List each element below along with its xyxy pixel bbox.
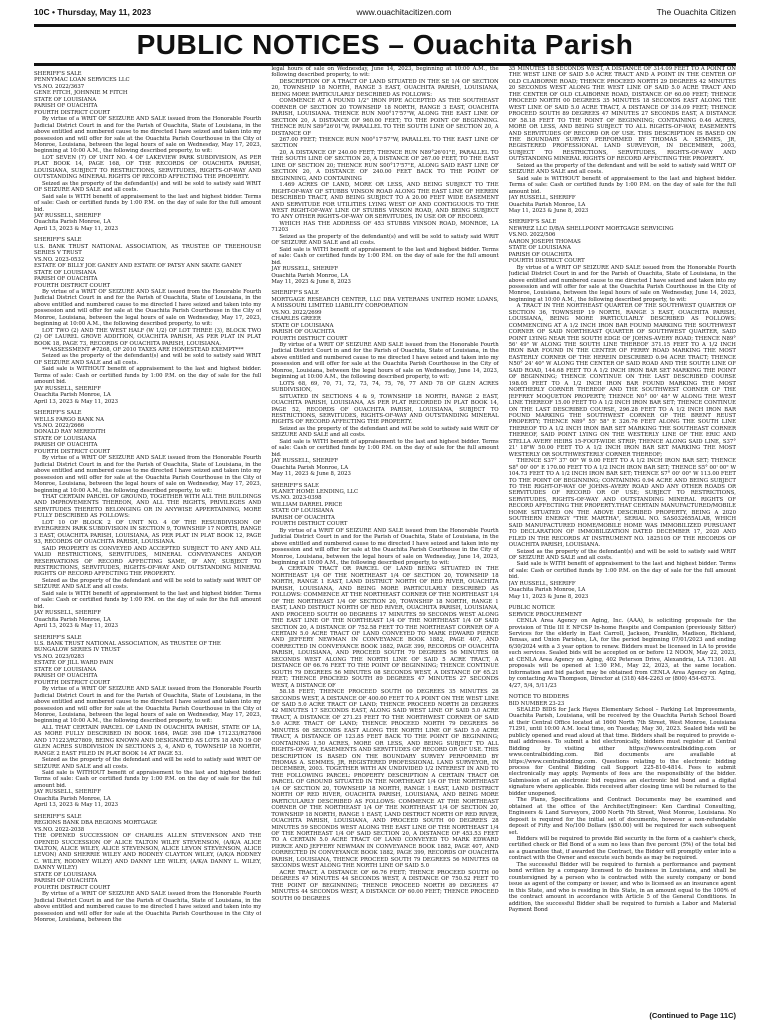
notice-paragraph: Seized as the property of the defendant and will be sold to satisfy said WRIT OF SEIZURE AND SALE and all costs. xyxy=(271,425,499,439)
notice-paragraph: JAY RUSSELL, SHERIFF xyxy=(508,195,576,202)
notice-paragraph: FOURTH DISTRICT COURT xyxy=(271,521,348,528)
notice-paragraph: ACRE TRACT, A DISTANCE OF 66.76 FEET; THENCE PROCEED SOUTH 00 DEGREES 47 MINUTES 44 SECONDS WEST, A DISTANCE OF 750.52 FEET TO THE POINT OF BEGINNING; THENCE PROCEED NORTH 89 DEGREES 47 MINUTES 44 SECONDS WEST, A DISTANCE OF 60.00 FEET; THENCE PROCEED SOUTH 00 DEGREES xyxy=(271,869,499,902)
notice-paragraph: 20, A DISTANCE OF 240.00 FEET; THENCE RUN N89°26'01"E, PARALLEL TO THE SOUTH LINE OF SECTION 20, A DISTANCE OF 267.00 FEET, TO THE EAST LINE OF SECTION 20; THENCE RUN S00°17'57"E, ALONG SAID EAST LINE OF SECTION 20, A DISTANCE OF 240.00 FEET BACK TO THE POINT OF BEGINNING, AND CONTAINING xyxy=(271,149,499,182)
notice-paragraph: A CERTAIN TRACT OR PARCEL OF LAND BEING SITUATED IN THE NORTHEAST 1/4 OF THE NORTHEAST 1/4 OF SECTION 20, TOWNSHIP 18 NORTH, RANGE 1 EAST, LAND DISTRICT NORTH OF RED RIVER, OUACHITA PARISH, LOUISIANA, AND BEING MORE PARTICULARLY DESCRIBED AS FOLLOWS: COMMENCE AT THE NORTHEAST CORNER OF THE NORTHEAST 1/4 OF THE NORTHEAST 1/4 OF SECTION 20, TOWNSHIP 18 NORTH, RANGE 1 EAST, LAND DISTRICT NORTH OF RED RIVER, OUACHITA PARISH, LOUISIANA, AND PROCEED SOUTH 00 DEGREES 17 MINUTES 59 SECONDS WEST ALONG THE EAST LINE OF THE NORTHEAST 1/4 OF THE NORTHEAST 1/4 OF SAID SECTION 20, A DISTANCE OF 752.58 FEET TO THE NORTHEAST CORNER OF A CERTAIN 5.0 ACRE TRACT OF LAND CONVEYED TO MARK EDWARD PIERCE AND JEFFERY NEWMAN IN CONVEYANCE BOOK 1882, PAGE 407, AND CORRECTED IN CONVEYANCE BOOK 1882, PAGE 399, RECORDS OF OUACHITA PARISH, LOUISIANA, AND PROCEED SOUTH 79 DEGREES 56 MINUTES 08 SECONDS WEST ALONG THE NORTH LINE OF SAID 5 ACRE TRACT, A DISTANCE OF 66.76 FEET TO THE POINT OF BEGINNING; THENCE CONTINUE SOUTH 79 DEGREES 56 MINUTES 08 SECONDS WEST, A DISTANCE OF 65.21 FEET; THENCE PROCEED SOUTH 89 DEGREES 47 MINUTES 27 SECONDS WEST, A DISTANCE OF xyxy=(271,566,499,689)
notice-paragraph: SHERIFF'S SALE xyxy=(34,634,82,641)
notice-paragraph: Ouachita Parish Monroe, LA xyxy=(271,272,349,279)
notice-paragraph: SHERIFF'S SALE xyxy=(508,219,557,226)
notice-paragraph: Seized as the property of the defendant(s) and will be sold to satisfy said WRIT OF SEIZURE AND SALE and all costs. xyxy=(271,233,499,247)
notice-paragraph: BUNGALOW SERIES IV TRUST xyxy=(34,647,121,654)
notice-paragraph: SITUATED IN SECTIONS 4 & 9, TOWNSHIP 18 NORTH, RANGE 2 EAST, OUACHITA PARISH, LOUISIANA, AS PER PLAT RECORDED IN PLAT BOOK 14, PAGE 52, RECORDS OF OUACHITA PARISH, LOUISIANA, SUBJECT TO RESTRICTIONS, SERVITUDES, RIGHTS-OF-WAY AND OUTSTANDING MINERAL RIGHTS OF RECORD AFFECTING THE PROPERTY. xyxy=(271,393,499,426)
notice-paragraph: SHERIFF'S SALE xyxy=(34,71,82,77)
notice-columns xyxy=(34,66,736,1012)
page-header xyxy=(34,5,736,19)
notice-paragraph: JAY RUSSELL, SHERIFF xyxy=(34,212,101,219)
notice-paragraph: VS.NO. 2023-0532 xyxy=(34,256,85,263)
notice-column-2 xyxy=(271,66,498,1012)
notice-paragraph: DESCRIPTION OF A TRACT OF LAND SITUATED IN THE SE 1/4 OF SECTION 20, TOWNSHIP 18 NORTH, RANGE 3 EAST, OUACHITA PARISH, LOUISIANA, BEING MORE PARTICULARLY DESCRIBED AS FOLLOWS: xyxy=(271,78,499,98)
notice-paragraph: Seized as the property of the defendant(s) and will be sold to satisfy said WRIT OF SEIZURE AND SALE and all costs. xyxy=(34,353,262,366)
notice-paragraph: VS.NO. 2023/0283 xyxy=(34,653,85,660)
notice-paragraph: SHERIFF'S SALE xyxy=(34,813,82,820)
notice-paragraph: legal hours of sale on Wednesday, June 14, 2023, beginning at 10:00 A.M., the following described property, to wit: xyxy=(271,66,499,79)
notice-paragraph: DONALD RAY MEREDITH xyxy=(34,429,106,436)
notice-paragraph: WELLS FARGO BANK NA xyxy=(34,416,105,423)
notice-paragraph: SERVICE PROCUREMENT xyxy=(508,611,582,618)
notice-paragraph: FOURTH DISTRICT COURT xyxy=(34,448,111,455)
notice-paragraph: April 13, 2023 & May 11, 2023 xyxy=(34,623,119,630)
notice-paragraph: By virtue of a WRIT OF SEIZURE AND SALE issued from the Honorable Fourth Judicial District Court in and for the Parish of Ouachita, State of Louisiana, in the above entitled and numbered cause to me directed I have seized and taken into my possession and will offer for sale at the Ouachita Parish Courthouse in the City of Monroe, Louisiana, between the legal hours of sale on Wednesday, June 14, 2023, beginning at 10:00 A.M., the following described property, to wit: xyxy=(271,342,499,381)
notice-paragraph: VS.NO. 2022-2038 xyxy=(34,826,85,833)
notice-paragraph: PARISH OF OUACHITA xyxy=(271,329,335,336)
notice-paragraph: PENNYMAC LOAN SERVICES LLC xyxy=(34,77,130,84)
notice-paragraph: SHERIFF'S SALE xyxy=(34,237,82,244)
notice-paragraph: FOURTH DISTRICT COURT xyxy=(34,109,111,116)
notice-paragraph: May 11, 2023 & June 8, 2023 xyxy=(271,471,351,478)
notice-paragraph: STATE OF LOUISIANA xyxy=(271,322,334,329)
notice-paragraph: Ouachita Parish Monroe, LA xyxy=(34,795,111,802)
notice-paragraph: FOURTH DISTRICT COURT xyxy=(271,335,348,342)
notice-paragraph: Said sale is WITH benefit of appraisement to the last and highest bidder. Terms of sale: Cash or certified funds by 1:00 P.M. on the day of sale for the full amount bid. xyxy=(271,438,499,458)
notice-paragraph: The Plans, Specifications and Contract Documents may be examined and obtained at the office of the Architect/Engineer: Ken Cardinal Consulting, Engineers & Land Surveyors, 2000 North 7th Street, West Monroe, Louisiana. No deposit is required for the initial set of documents, however a non-refundable deposit of Fifty and No/100 Dollars ($50.00) will be required for each subsequent set. xyxy=(508,797,736,836)
notice-paragraph: Seized as the property of the defendant and will be sold to satisfy said WRIT OF SEIZURE AND SALE and all costs. xyxy=(508,162,736,176)
notice-paragraph: NEWREZ LLC D/B/A SHELLPOINT MORTGAGE SERVICING xyxy=(508,225,674,232)
notice-paragraph: Ouachita Parish Monroe, LA xyxy=(508,587,586,594)
notice-paragraph: FOURTH DISTRICT COURT xyxy=(508,258,585,265)
notice-paragraph: THE OPENED SUCCESSION OF CHARLES ALLEN STEVENSON AND THE OPENED SUCCESSION OF ALICE TALTON WILEY STEVENSON, (A/K/A ALICE TALTON, ALICE WILEY, ALICE STEVENSON, ALICE LEVON STEVENSON, ALICE LEVON) AND SHERRIE WILEY AND RODNEY CLAYTON WILEY, (A/K/A RODNEY C. WILEY, RODNEY WILEY) AND DANNY LEE WILEY, (A/K/A DANNY L. WILEY, DANNY WILEY) xyxy=(34,833,262,872)
notice-paragraph: NOTICE TO BIDDERS xyxy=(508,694,569,701)
section-title: PUBLIC NOTICES – Ouachita Parish xyxy=(136,29,634,60)
notice-paragraph: SAID PROPERTY IS CONVEYED AND ACCEPTED SUBJECT TO ANY AND ALL VALID RESTRICTIONS, SERVITUDES, MINERAL CONVEYANCES AND/OR RESERVATIONS OF RECORD AFFECTING SAME, IF ANY, SUBJECT TO RESTRICTIONS, SERVITUDES, RIGHTS-OF-WAY AND OUTSTANDING MINERAL RIGHTS OF RECORD AFFECTING THE PROPERTY. xyxy=(34,545,262,578)
notice-paragraph: LOT TWO (2) AND THE WEST HALF (W 1/2) OF LOT THREE (3), BLOCK TWO (2) OF LAUREL GROVE ADDITION, OUACHITA PARISH, AS PER PLAT IN PLAT BOOK 18, PAGE 73, RECORDS OF OUACHITA PARISH, LOUISIANA. xyxy=(34,327,262,347)
notice-paragraph: Ouachita Parish Monroe, LA xyxy=(34,392,111,399)
notice-paragraph: By virtue of a WRIT OF SEIZURE AND SALE issued from the Honorable Fourth Judicial District Court in and for the Parish of Ouachita, State of Louisiana, in the above entitled and numbered cause to me directed I have seized and taken into my possession and will offer for sale at the Ouachita Parish Courthouse in the City of Monroe, Louisiana, between the legal hours of sale on Wednesday, June 14, 2023, beginning at 10:00 A.M., the following described property, to wit: xyxy=(271,527,499,566)
notice-paragraph: PARISH OF OUACHITA xyxy=(271,514,335,521)
notice-paragraph: April 13, 2023 & May 11, 2023 xyxy=(34,225,119,232)
notice-paragraph: VS.NO. 2022/2699 xyxy=(271,309,322,316)
notice-paragraph: U.S. BANK TRUST NATIONAL ASSOCIATION, AS TRUSTEE OF TREEHOUSE SERIES V TRUST xyxy=(34,243,262,257)
notice-paragraph: Seized as the property of the defendant and will be sold to satisfy said WRIT OF SEIZURE AND SALE and all costs. xyxy=(34,577,262,591)
notice-paragraph: WILLIAM DARREL PRICE xyxy=(271,501,343,508)
notice-paragraph: PARISH OF OUACHITA xyxy=(34,276,98,283)
notice-paragraph: THENCE S37° 37' 00" W 9.00 FEET TO A 1/2 INCH IRON BAR SET; THENCE S8° 00' 00" E 170.00 FEET TO A 1/2 INCH IRON BAR SET; THENCE S5° 00' 00" W 104.73 FEET TO A 1/2 INCH IRON BAR SET; THENCE S7° 00' 00" W 113.00 FEET TO THE POINT OF BEGINNING; CONTAINING 0.94 ACRE AND BEING SUBJECT TO THE RIGHT-OF-WAY OF JOHNS-AVERY ROAD AND ANY OTHER ROADS OR SERVITUDES OF RECORD OR OF USE; SUBJECT TO RESTRICTIONS, SERVITUDES, RIGHTS-OF-WAY AND OUTSTANDING MINERAL RIGHTS OF RECORD AFFECTING THE PROPERTY.THAT CERTAIN MANUFACTURED/MOBILE HOME SITUATED ON THE ABOVE DESCRIBED PROPERTY, BEING A 2020 SOUTHERN ENERGY "THE MARTHA", SERIAL NO. SAS032655ALAB, WHICH SAID MANUFACTURED HOME/MOBILE HOME WAS IMMOBILIZED PURSUANT TO DECLARATION OF IMMOBILIZATION DATED DECEMBER 17, 2020 AND FILED IN THE RECORDS AT INSTRUMENT NO. 1825105 OF THE RECORDS OF OUACHITA PARISH, LOUISIANA. xyxy=(508,458,736,549)
notice-paragraph: LOT 10 OF BLOCK 2 OF UNIT NO. 4 OF THE RESUBDIVISION OF EVERGREEN PARK SUBDIVISION IN SECTION 9, TOWNSHIP 17 NORTH, RANGE 3 EAST, OUACHITA PARISH, LOUISIANA, AS PER PLAT IN PLAT BOOK 12, PAGE 93, RECORDS OF OUACHITA PARISH, LOUISIANA. xyxy=(34,519,262,546)
notice-paragraph: CHARLES GREER xyxy=(271,316,321,323)
notice-paragraph: PLANET HOME LENDING, LLC xyxy=(271,489,359,495)
notice-column-1 xyxy=(34,66,261,1012)
notice-paragraph: Bidders will be required to provide Bid security in the form of a cashier's check, certified check or Bid Bond of a sum no less than five percent (5%) of the total bid as a guarantee that, if awarded the Contract, the Bidder will promptly enter into a contract with the Owner and execute such bonds as may be required. xyxy=(508,836,736,862)
notice-paragraph: 58.18 FEET; THENCE PROCEED SOUTH 00 DEGREES 35 MINUTES 28 SECONDS WEST, A DISTANCE OF 400.00 FEET TO A POINT ON THE WEST LINE OF SAID 5.0 ACRE TRACT OF LAND; THENCE PROCEED NORTH 28 DEGREES 42 MINUTES 17 SECONDS EAST, ALONG SAID WEST LINE OF SAID 5.0 ACRE TRACT, A DISTANCE OF 271.23 FEET TO THE NORTHWEST CORNER OF SAID 5.0 ACRE TRACT OF LAND; THENCE PROCEED NORTH 79 DEGREES 56 MINUTES 08 SECONDS EAST ALONG THE NORTH LINE OF SAID 5.0 ACRE TRACT, A DISTANCE OF 123.85 FEET BACK TO THE POINT OF BEGINNING; CONTAINING 1.50 ACRES, MORE OR LESS, AND BEING SUBJECT TO ALL RIGHTS-OF-WAY, EASEMENTS AND SERVITUDES OF RECORD OR OF USE. THIS DESCRIPTION IS BASED ON THE BOUNDARY SURVEY PERFORMED BY THOMAS A. SEMMES, JR, REGISTERED PROFESSIONAL LAND SURVEYOR, IN DECEMBER, 2003. TOGETHER WITH AN UNDIVIDED 1/2 INTEREST IN AND TO THE FOLLOWING PARCEL: PROPERTY DESCRIPTION A CERTAIN TRACT OR PARCEL OF GROUND SITUATED IN THE NORTHEAST 1/4 OF THE NORTHEAST 1/4 OF SECTION 20, TOWNSHIP 18 NORTH, RANGE 1 EAST, LAND DISTRICT NORTH OF RED RIVER, OUACHITA PARISH, LOUISIANA, AND BEING MORE PARTICULARLY DESCRIBED AS FOLLOWS: COMMENCE AT THE NORTHEAST CORNER OF THE NORTHEAST 1/4 OF THE NORTHEAST 1/4 OF SECTION 20, TOWNSHIP 18 NORTH, RANGE 1 EAST, LAND DISTRICT NORTH OF RED RIVER, OUACHITA PARISH, LOUISIANA, AND PROCEED SOUTH 00 DEGREES 28 MINUTES 59 SECONDS WEST ALONG THE EAST LINE OF THE NORTHEAST 1/4 OF THE NORTHEAST 1/4 OF SAID SECTION 20, A DISTANCE OF 453.53 FEET TO A CERTAIN 5.0 ACRE TRACT OF LAND CONVEYED TO MARK EDWARD PIERCE AND JEFFERY NEWMAN IN CONVEYANCE BOOK 1882, PAGE 407, AND CORRECTED IN CONVEYANCE BOOK 1882, PAGE 399, RECORDS OF OUACHITA PARISH, LOUISIANA, THENCE PROCEED SOUTH 79 DEGREES 56 MINUTES 08 SECONDS WEST ALONG THE NORTH LINE OF SAID 5.0 xyxy=(271,689,499,870)
notice-paragraph: By virtue of a WRIT OF SEIZURE AND SALE issued from the Honorable Fourth Judicial District Court in and for the Parish of Ouachita, State of Louisiana, in the above entitled and numbered cause to me directed I have seized and taken into my possession and will offer for sale at the Ouachita Parish Courthouse in the City of Monroe, Louisiana, between the xyxy=(34,891,262,923)
notice-paragraph: SEALED BIDS for Jack Hayes Elementary School – Parking Lot Improvements, Ouachita Parish, Louisiana, will be received by the Ouachita Parish School Board at their Central Office located at 1600 North 7th Street, West Monroe, Louisiana 71291, until 10:00 A.M. local time, on Tuesday, May 30, 2023. Sealed bids will be publicly opened and read aloud at that time. Bidders shall be required to provide e-mail addresses. To submit a bid electronically, bidders must register at Central Bidding by visiting either https://www.centralbidding.com or www.centralbidding.com. Bid documents are available at https://www.centralbidding.com. Questions relating to the electronic bidding process for Central Bidding call Support 225-810-4814. Fees to submit electronically may apply. Payments of fees are the responsibility of the bidder. Submission of an electronic bid requires an electronic bid bond and a digital signature where applicable. Bids received after closing time will be returned to the bidder unopened. xyxy=(508,706,736,797)
notice-paragraph: STATE OF LOUISIANA xyxy=(34,269,97,276)
notice-paragraph: PARISH OF OUACHITA xyxy=(34,878,98,885)
notice-paragraph: VS.NO. 2022/506 xyxy=(508,232,556,239)
notice-paragraph: SHERIFF'S SALE xyxy=(271,482,319,489)
notice-paragraph: Ouachita Parish Monroe, LA xyxy=(34,219,111,226)
notice-paragraph: Seized as the property of the defendant(s) and will be sold to satisfy said WRIT OF SEIZURE AND SALE and all costs. xyxy=(34,180,262,194)
notice-paragraph: May 11, 2023 & June 8, 2023 xyxy=(508,207,589,214)
notice-paragraph: Said sale is WITHOUT benefit of appraisement to the last and highest bidder. Terms of sale: Cash or certified funds by 1:00 P.M. on the day of sale for the full amount bid. xyxy=(34,366,262,386)
notice-paragraph: By virtue of a WRIT OF SEIZURE AND SALE issued from the Honorable Fourth Judicial District Court in and for the Parish of Ouachita, State of Louisiana, in the above entitled and numbered cause to me directed I have seized and taken into my possession and will offer for sale at the Ouachita Parish Courthouse in the City of Monroe, Louisiana, between the legal hours of sale on Wednesday, May 17, 2023, beginning at 10:00 A.M., the following described property, to wit: xyxy=(34,455,262,494)
notice-paragraph: JAY RUSSELL, SHERIFF xyxy=(271,458,339,465)
notice-paragraph: JAY RUSSELL, SHERIFF xyxy=(34,610,101,617)
notice-paragraph: JAY RUSSELL, SHERIFF xyxy=(34,789,101,796)
notice-paragraph: 1.469 ACRES OF LAND, MORE OR LESS, AND BEING SUBJECT TO THE RIGHT-OF-WAY OF STUBBS VINSON ROAD ALONG THE EAST LINE OF HEREIN DESCRIBED TRACT, AND BEING SUBJECT TO A 20.00 FEET WIDE EASEMENT AND SERVITUDE FOR UTILITIES LYING WEST OF AND CONTIGUOUS TO THE WEST RIGHT-OF-WAY LINE OF STUBBS VINSON ROAD, AND BEING SUBJECT TO ANY OTHER RIGHTS-OF-WAY OR SERVITUDES, IN USE OR OF RECORD. xyxy=(271,182,499,221)
notice-paragraph: Ouachita Parish Monroe, LA xyxy=(271,464,349,471)
notice-paragraph: By virtue of a WRIT OF SEIZURE AND SALE issued from the Honorable Fourth Judicial District Court in and for the Parish of Ouachita, State of Louisiana, in the above entitled and numbered cause to me directed I have seized and taken into my possession and will offer for sale at the Ouachita Parish Courthouse in the City of Monroe, Louisiana, between the legal hours of sale on Wednesday, May 17, 2023, beginning at 10:00 A.M., the following described property, to wit: xyxy=(34,116,262,155)
notice-paragraph: May 11, 2023 & June 8, 2023 xyxy=(508,593,589,600)
notice-paragraph: LOTS 68, 69, 70, 71, 72, 73, 74, 75, 76, 77 AND 78 OF GLEN ACRES SUBDIVISION, xyxy=(271,380,499,394)
notice-paragraph: FOURTH DISTRICT COURT xyxy=(34,282,111,289)
notice-paragraph: Said sale is WITH benefit of appraisement to the last and highest bidder. Terms of sale: Cash or certified funds by 1:00 P.M. on the day of sale for the full amount bid. xyxy=(34,590,262,610)
notice-paragraph: VS.NO. 2023-0398 xyxy=(271,495,322,502)
notice-paragraph: April 13, 2023 & May 11, 2023 xyxy=(34,398,119,405)
notice-column-3 xyxy=(509,66,736,1012)
notice-paragraph: STATE OF LOUISIANA xyxy=(508,245,571,252)
notice-paragraph: April 13, 2023 & May 11, 2023 xyxy=(34,802,119,809)
notice-paragraph: Said sale is WITHOUT benefit of appraisement to the last and highest bidder. Terms of sale: Cash or certified funds by 1:00 P.M. on the day of sale for the full amount bid. xyxy=(34,770,262,789)
notice-paragraph: The successful Bidder will be required to furnish a performance and payment bond written by a company licensed to do business in Louisiana, and shall be countersigned by a person who is contracted with the surety company or bond issue as agent of the company or issuer, and who is licensed as an insurance agent in this State, and who is residing in this State, in an amount equal to the 100% of the contract amount in accordance with Article 5 of the General Conditions. In addition, the successful Bidder shall be required to furnish a Labor and Material Payment Bond xyxy=(508,861,736,913)
notice-paragraph: A TRACT IN THE NORTHEAST QUARTER OF THE SOUTHWEST QUARTER OF SECTION 36, TOWNSHIP 19 NORTH, RANGE 3 EAST, OUACHITA PARISH, LOUISIANA, BEING MORE PARTICULARLY DESCRIBED AS FOLLOWS: COMMENCING AT A 1/2 INCH IRON BAR FOUND MARKING THE SOUTHWEST CORNER OF SAID NORTHEAST QUARTER OF SOUTHWEST QUARTER, SAID POINT LYING NEAR THE SOUTH EDGE OF JOHNS-AVERY ROAD; THENCE N89° 56' 49" W ALONG THE SOUTH LINE THEREOF 371.15 FEET TO A 1/2 INCH IRON BAR FOUND IN THE CENTER OF FERRY ROAD MARKING THE MOST EASTERLY CORNER OF THE HEREIN DESCRIBED 0.94 ACRE TRACT; THENCE N50° 24' 40" W ALONG THE CENTER OF SAID ROAD AND THE SOUTH LINE OF SAID ROAD, 144.68 FEET TO A 1/2 INCH IRON BAR SET MARKING THE POINT OF BEGINNING; THENCE CONTINUE ON THE LAST DESCRIBED COURSE 198.05 FEET TO A 1/2 INCH IRON BAR FOUND MARKING THE MOST NORTHERLY CORNER THEREOF AND THE SOUTHWEST CORNER OF THE JEFFREY MOQUETON PROPERTY; THENCE N0° 00' 48" W ALONG THE WEST LINE THEREOF 15.00 FEET TO A 1/2 INCH IRON BAR SET; THENCE CONTINUE ON THE LAST DESCRIBED COURSE, 296.28 FEET TO A 1/2 INCH IRON BAR FOUND MARKING THE SOUTHWEST CORNER OF THE BRENT REUST PROPERTY; THENCE N89° 55' 58" E 326.76 FEET ALONG THE SOUTH LINE THEREOF TO A 1/2 INCH IRON BAR SET MARKING THE SOUTHEAST CORNER THEREOF, SAID POINT LYING ON THE WESTERLY LINE OF THE ERIC AND STELLA AVERY HEIRS 15-FOOT-WIDE STRIP; THENCE ALONG SAID LINE, S37° 21' 18"W 50.00 FEET TO A 1/2 INCH IRON BAR SET MARKING THE MOST WESTERLY OR SOUTHWESTERLY CORNER THEREOF; xyxy=(508,303,736,458)
notice-paragraph: FOURTH DISTRICT COURT xyxy=(34,884,111,891)
notice-paragraph: STATE OF LOUISIANA xyxy=(34,435,97,442)
notice-paragraph: PARISH OF OUACHITA xyxy=(508,251,573,258)
paper-name: The Ouachita Citizen xyxy=(656,7,736,17)
notice-paragraph: AARON JOSEPH THOMAS xyxy=(508,238,581,245)
notice-paragraph: PARISH OF OUACHITA xyxy=(34,442,98,449)
page-number: 10C xyxy=(34,7,50,17)
notice-paragraph: STATE OF LOUISIANA xyxy=(34,871,97,878)
section-banner xyxy=(34,24,736,66)
notice-paragraph: ALL THAT CERTAIN PARCEL OF LAND IN OUACHITA PARISH, STATE OF LA, AS MORE FULLY DESCRIBED IN BOOK 1684, PAGE 398 ID# 171233/R27806 AND 171223/R27809, BEING KNOWN AND DESIGNATED AS LOTS 18 AND 19 OF GLEN ACRES SUBDIVISION IN SECTIONS 3, 4, AND 6, TOWNSHIP 18 NORTH, RANGE 2 EAST FILED IN PLAT BOOK 14 AT PAGE 53. xyxy=(34,724,262,757)
notice-paragraph: VS.NO. 2022/2666 xyxy=(34,423,85,430)
notice-paragraph: May 11, 2023 & June 8, 2023 xyxy=(271,278,351,285)
notice-paragraph: ESTATE OF JILL WARD FAIN xyxy=(34,660,114,667)
notice-paragraph: THAT CERTAIN PARCEL OF GROUND, TOGETHER WITH ALL THE BUILDINGS AND IMPROVEMENTS THEREON, AND ALL THE RIGHTS, PRIVILEGES AND SERVITUDES THERETO BELONGING OR IN ANYWISE APPERTAINING, MORE FULLY DESCRIBED AS FOLLOWS: xyxy=(34,494,262,520)
notice-paragraph: Seized as the property of the defendant and will be sold to satisfy said WRIT OF SEIZURE AND SALE and all costs. xyxy=(34,757,262,770)
notice-paragraph: PARISH OF OUACHITA xyxy=(34,103,98,110)
notice-paragraph: JAY RUSSELL, SHERIFF xyxy=(271,266,339,273)
notice-paragraph: Said sale is WITHOUT benefit of appraisement to the last and highest bidder. Terms of sale: Cash or certified funds by 1:00 P.M. on the day of sale for the full amount bid. xyxy=(508,175,736,195)
notice-paragraph: U.S. BANK TRUST NATIONAL ASSOCIATION, AS TRUSTEE OF THE xyxy=(34,640,221,647)
notice-paragraph: STATE OF LOUISIANA xyxy=(34,666,97,673)
notice-paragraph: Ouachita Parish Monroe, LA xyxy=(34,616,111,623)
notice-paragraph: GENE FITCH, JOHNNIE M FITCH xyxy=(34,90,128,97)
notice-paragraph: Said sale is WITH benefit of appraisement to the last and highest bidder. Terms of sale: Cash or certified funds by 1:00 P.M. on the day of sale for the full amount bid. xyxy=(508,561,736,581)
notice-paragraph: REGIONS BANK DBA REGIONS MORTGAGE xyxy=(34,820,158,827)
notice-paragraph: MORTGAGE RESEARCH CENTER, LLC DBA VETERANS UNITED HOME LOANS, A MISSOURI LIMITED LIABILITY CORPORATION xyxy=(271,296,499,310)
notice-paragraph: VS.NO. 2022/3637 xyxy=(34,83,85,90)
notice-paragraph: Said sale is WITH benefit of appraisement to the last and highest bidder. Terms of sale: Cash or certified funds by 1:00 P.M. on the day of sale for the full amount bid. xyxy=(34,193,262,213)
notice-paragraph: By virtue of a WRIT OF SEIZURE AND SALE issued from the Honorable Fourth Judicial District Court in and for the Parish of Ouachita, State of Louisiana, in the above entitled and numbered cause to me directed I have seized and taken into my possession and will offer for sale at the Ouachita Parish Courthouse in the City of Monroe, Louisiana, between the legal hours of sale on Wednesday, May 17, 2023, beginning at 10:00 A.M., the following described property, to wit: xyxy=(34,686,262,725)
notice-paragraph: BID NUMBER 23-23 xyxy=(508,700,565,707)
notice-paragraph: PUBLIC NOTICE xyxy=(508,605,555,612)
notice-paragraph: ***ASSESSMENT #7268, OF 2010 TAXES ARE HOMESTEAD EXEMPT*** xyxy=(42,347,244,354)
notice-paragraph: JAY RUSSELL, SHERIFF xyxy=(508,580,576,587)
notice-paragraph: SHERIFF'S SALE xyxy=(34,410,82,417)
notice-paragraph: Said sale is WITH benefit of appraisement to the last and highest bidder. Terms of sale: Cash or certified funds by 1:00 P.M. on the day of sale for the full amount bid. xyxy=(271,246,499,266)
notice-paragraph: 4/27, 5/4, 5/11/23 xyxy=(508,682,557,689)
notice-paragraph: 267.00 FEET; THENCE RUN N00°17'57"W, PARALLEL TO THE EAST LINE OF SECTION xyxy=(271,136,499,150)
notice-paragraph: Seized as the property of the defendant(s) and will be sold to satisfy said WRIT OF SEIZURE AND SALE and all costs. xyxy=(508,548,736,561)
notice-paragraph: STATE OF LOUISIANA xyxy=(34,96,97,103)
notice-paragraph: JAY RUSSELL, SHERIFF xyxy=(34,385,101,392)
notice-paragraph: COMMENCE AT A FOUND 1/2" IRON PIPE ACCEPTED AS THE SOUTHEAST CORNER OF SECTION 20 TOWNSHIP 18 NORTH, RANGE 3 EAST, OUACHITA PARISH, LOUISIANA. THENCE RUN N00°17'57"W, ALONG THE EAST LINE OF SECTION 20, A DISTANCE OF 960.00 FEET; TO THE POINT OF BEGINNING. THENCE RUN S89°26'01"W, PARALLEL TO THE SOUTH LINE OF SECTION 20, A DISTANCE OF xyxy=(271,98,499,137)
notice-paragraph: PARISH OF OUACHITA xyxy=(34,673,98,680)
notice-paragraph: 35 MINUTES 18 SECONDS WEST, A DISTANCE OF 314.09 FEET TO A POINT ON THE WEST LINE OF SAID 5.0 ACRE TRACT AND A POINT IN THE CENTER OF OLD CLAIBORNE ROAD; THENCE PROCEED NORTH 29 DEGREES 42 MINUTES 20 SECONDS WEST ALONG THE WEST LINE OF SAID 5.0 ACRE TRACT AND THE CENTER OF OLD CLAIBORNE ROAD, DISTANCE OF 60.00 FEET; THENCE PROCEED NORTH 00 DEGREES 35 MINUTES 18 SECONDS EAST ALONG THE WEST LINE OF SAID 5.0 ACRE TRACT, A DISTANCE OF 314.09 FEET; THENCE PROCEED SOUTH 89 DEGREES 47 MINUTES 27 SECONDS EAST, A DISTANCE OF 58.18 FEET TO THE POINT OF BEGINNING; CONTAINING 0.46 ACRES, MORE OR LESS, AND BEING SUBJECT TO ALL RIGHTS-OF-WAY, EASEMENTS AND SERVITUDES OF RECORD OR OF USE. THIS DESCRIPTION IS BASED ON THE BOUNDARY SURVEY PERFORMED BY THOMAS A. SEMMES, JR, REGISTERED PROFESSIONAL LAND SURVEYOR, IN DECEMBER, 2003, SUBJECT TO RESTRICTIONS, SERVITUDES, RIGHTS-OF-WAY AND OUTSTANDING MINERAL RIGHTS OF RECORD AFFECTING THE PROPERTY. xyxy=(508,66,736,163)
notice-paragraph: WHICH HAS THE ADDRESS OF 453 STUBBS VINSON ROAD, MONROE, LA 71203 xyxy=(271,220,499,234)
notice-paragraph: LOT SEVEN (7) OF UNIT NO. 4 OF LAKEVIEW PARK SUBDIVISION, AS PER PLAT BOOK 14, PAGE 168, OF THE RECORDS OF OUACHITA PARISH, LOUISIANA, SUBJECT TO RESTRICTIONS, SERVITUDES, RIGHTS-OF-WAY AND OUTSTANDING MINERAL RIGHTS OF RECORD AFFECTING THE PROPERTY. xyxy=(34,154,262,181)
notice-paragraph: SHERIFF'S SALE xyxy=(271,290,319,297)
notice-paragraph: FOURTH DISTRICT COURT xyxy=(34,679,111,686)
notice-paragraph: CENLA Area Agency on Aging, Inc. (AAA), is soliciting proposals for the provision of Title III E NFCSP In-home Respite and Companion (previously Sitter) Services for the elderly in East Carroll, Jackson, Franklin, Madison, Richland, Tensas, and Union Parishes, LA, for the period beginning 07/01/2023 and ending 6/30/2024 with a 3 year option to renew. Bidders must be licensed in LA to provide such services. Sealed bids will be accepted on or before 12 NOON, May 22, 2023, at CENLA Area Agency on Aging, 402 Peterson Drive, Alexandria, LA 71301. All proposals will be opened at 1:30 P.M., May 22, 2023, at the same location. Information and bid packet may be obtained from CENLA Area Agency on Aging, by contacting Ava Thompson, Director at (318) 484-2263 or (800) 454-6573. xyxy=(508,618,736,683)
notice-paragraph: Ouachita Parish Monroe, LA xyxy=(508,201,586,208)
notice-paragraph: By virtue of a WRIT OF SEIZURE AND SALE issued from the Honorable Fourth Judicial District Court in and for the Parish of Ouachita, State of Louisiana, in the above entitled and numbered cause to me directed I have seized and taken into my possession and will offer for sale at the Ouachita Parish Courthouse in the City of Monroe, Louisiana, between the legal hours of sale on Wednesday, May 17, 2023, beginning at 10:00 A.M., the following described property, to wit: xyxy=(34,288,262,328)
page-date: 10C • Thursday, May 11, 2023 xyxy=(34,7,152,17)
notice-paragraph: By virtue of a WRIT OF SEIZURE AND SALE issued from the Honorable Fourth Judicial District Court in and for the Parish of Ouachita, State of Louisiana, in the above entitled and numbered cause to me directed I have seized and taken into my possession and will offer for sale at the Ouachita Parish Courthouse in the City of Monroe, Louisiana, between the legal hours of sale on Wednesday, June 14, 2023, beginning at 10:00 A.M., the following described property, to wit: xyxy=(508,264,736,303)
notice-paragraph: STATE OF LOUISIANA xyxy=(271,508,334,515)
continued-note: (Continued to Page 11C) xyxy=(649,1011,736,1020)
site-url: www.ouachitacitizen.com xyxy=(356,7,452,17)
issue-date: Thursday, May 11, 2023 xyxy=(57,7,152,17)
notice-paragraph: ESTATE OF BILLY JOE GANEY AND ESTATE OF PATSY ANN SKATE GANEY xyxy=(34,263,242,270)
